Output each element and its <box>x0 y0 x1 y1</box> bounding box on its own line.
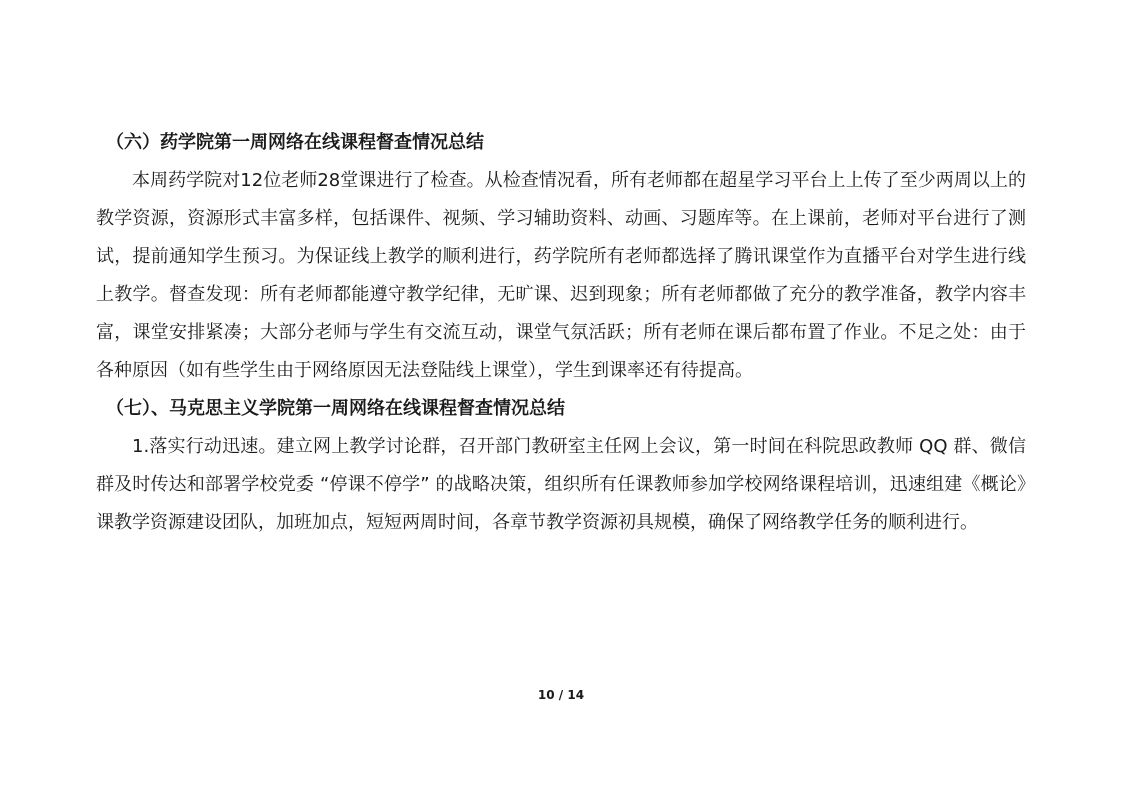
page-content <box>96 124 1026 542</box>
section-paragraph-marxism: 1.落实行动迅速。建立网上教学讨论群，召开部门教研室主任网上会议，第一时间在科院思政教师 QQ 群、微信群及时传达和部署学校党委 “停课不停学” 的战略决策，组织所有任课教师参加学校网络课程培训，迅速组建《概论》课教学资源建设团队，加班加点，短短两周时间，各章节教学资源初具规模，确保了网络教学任务的顺利进行。 <box>96 436 1026 533</box>
page-number: 10 / 14 <box>537 688 585 702</box>
section-heading-pharmacy: （六）药学院第一周网络在线课程督查情况总结 <box>106 132 484 153</box>
section-paragraph-pharmacy: 本周药学院对12位老师28堂课进行了检查。从检查情况看，所有老师都在超星学习平台上上传了至少两周以上的教学资源，资源形式丰富多样，包括课件、视频、学习辅助资料、动画、习题库等。在上课前，老师对平台进行了测试，提前通知学生预习。为保证线上教学的顺利进行，药学院所有老师都选择了腾讯课堂作为直播平台对学生进行线上教学。督查发现：所有老师都能遵守教学纪律，无旷课、迟到现象；所有老师都做了充分的教学准备，教学内容丰富，课堂安排紧凑；大部分老师与学生有交流互动，课堂气氛活跃；所有老师在课后都布置了作业。不足之处：由于各种原因（如有些学生由于网络原因无法登陆线上课堂），学生到课率还有待提高。 <box>96 170 1026 381</box>
section-heading-marxism: （七）、马克思主义学院第一周网络在线课程督查情况总结 <box>106 398 565 419</box>
